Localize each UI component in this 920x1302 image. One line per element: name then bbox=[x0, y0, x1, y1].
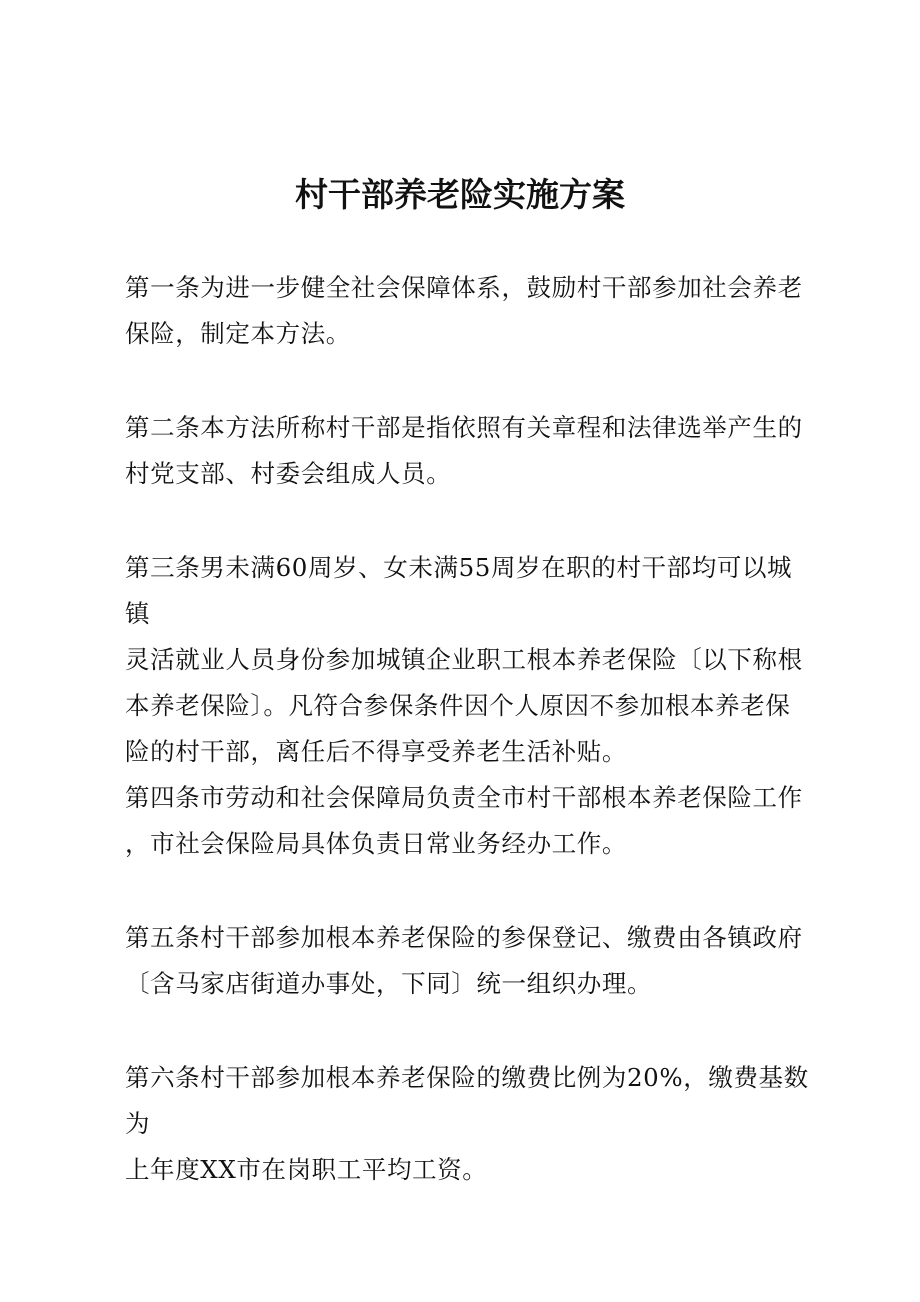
article-5-paragraph: 第五条村干部参加根本养老保险的参保登记、缴费由各镇政府 〔含马家店街道办事处，下同〕统一组织办理。 bbox=[125, 923, 803, 998]
article-1-paragraph: 第一条为进一步健全社会保障体系，鼓励村干部参加社会养老 保险，制定本方法。 bbox=[125, 273, 803, 348]
article-6-paragraph: 第六条村干部参加根本养老保险的缴费比例为20%，缴费基数为 上年度XX市在岗职工平均工资。 bbox=[125, 1063, 809, 1184]
document-title: 村干部养老险实施方案 bbox=[295, 175, 625, 214]
article-2-paragraph: 第二条本方法所称村干部是指依照有关章程和法律选举产生的 村党支部、村委会组成人员。 bbox=[125, 413, 803, 488]
article-3-paragraph: 第三条男未满60周岁、女未满55周岁在职的村干部均可以城镇 灵活就业人员身份参加城镇企业职工根本养老保险〔以下称根 本养老保险〕。凡符合参保条件因个人原因不参加根本养老保 险的村干部，离任后不得享受养老生活补贴。 bbox=[125, 553, 803, 766]
article-4-paragraph: 第四条市劳动和社会保障局负责全市村干部根本养老保险工作 ，市社会保险局具体负责日常业务经办工作。 bbox=[125, 783, 803, 858]
